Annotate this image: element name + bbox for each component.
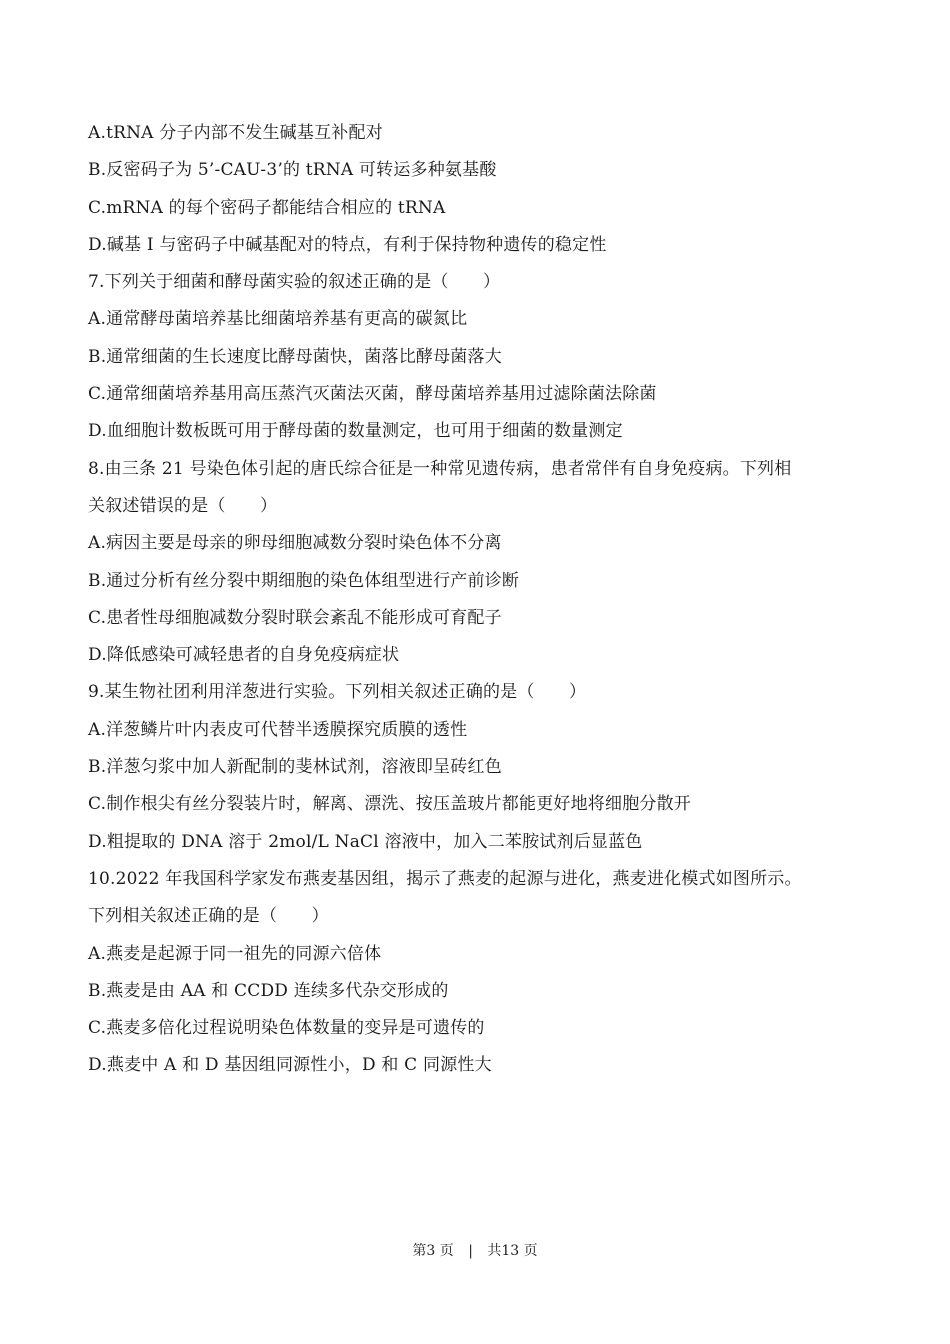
option-9d: D.粗提取的 DNA 溶于 2mol/L NaCl 溶液中，加入二苯胺试剂后显蓝色: [88, 831, 643, 852]
page-body: [88, 115, 888, 1085]
option-10b: B.燕麦是由 AA 和 CCDD 连续多代杂交形成的: [88, 980, 449, 1001]
option-8a: A.病因主要是母亲的卵母细胞减数分裂时染色体不分离: [88, 533, 502, 554]
page-footer: [0, 1240, 950, 1260]
question-10: 10.2022 年我国科学家发布燕麦基因组，揭示了燕麦的起源与进化，燕麦进化模式如图所示。: [88, 868, 802, 889]
page-total: 共13 页: [487, 1243, 538, 1259]
option-9a: A.洋葱鳞片叶内表皮可代替半透膜探究质膜的透性: [88, 719, 468, 740]
option-8c: C.患者性母细胞减数分裂时联会紊乱不能形成可育配子: [88, 607, 502, 628]
option-10a: A.燕麦是起源于同一祖先的同源六倍体: [88, 943, 382, 964]
option-10d: D.燕麦中 A 和 D 基因组同源性小，D 和 C 同源性大: [88, 1055, 492, 1076]
option-6c: C.mRNA 的每个密码子都能结合相应的 tRNA: [88, 197, 446, 218]
option-7c: C.通常细菌培养基用高压蒸汽灭菌法灭菌，酵母菌培养基用过滤除菌法除菌: [88, 384, 657, 405]
option-7a: A.通常酵母菌培养基比细菌培养基有更高的碳氮比: [88, 309, 468, 330]
question-7: 7.下列关于细菌和酵母菌实验的叙述正确的是（ ）: [88, 272, 501, 293]
option-6a: A.tRNA 分子内部不发生碱基互补配对: [88, 123, 383, 143]
question-9: 9.某生物社团利用洋葱进行实验。下列相关叙述正确的是（ ）: [88, 682, 587, 703]
page-number: 第3 页: [412, 1243, 454, 1259]
option-9c: C.制作根尖有丝分裂装片时，解离、漂洗、按压盖玻片都能更好地将细胞分散开: [88, 794, 692, 815]
question-10-cont: 下列相关叙述正确的是（ ）: [88, 906, 329, 927]
option-9b: B.洋葱匀浆中加人新配制的斐林试剂，溶液即呈砖红色: [88, 757, 502, 778]
option-8d: D.降低感染可减轻患者的自身免疫病症状: [88, 645, 400, 666]
question-8-cont: 关叙述错误的是（ ）: [88, 495, 278, 516]
question-8: 8.由三条 21 号染色体引起的唐氏综合征是一种常见遗传病，患者常伴有自身免疫病。下列相: [88, 458, 792, 479]
option-7b: B.通常细菌的生长速度比酵母菌快，菌落比酵母菌落大: [88, 346, 502, 367]
option-8b: B.通过分析有丝分裂中期细胞的染色体组型进行产前诊断: [88, 570, 520, 591]
footer-separator: |: [468, 1243, 473, 1259]
option-7d: D.血细胞计数板既可用于酵母菌的数量测定，也可用于细菌的数量测定: [88, 421, 623, 442]
option-6b: B.反密码子为 5’-CAU-3’的 tRNA 可转运多种氨基酸: [88, 160, 497, 181]
option-10c: C.燕麦多倍化过程说明染色体数量的变异是可遗传的: [88, 1018, 485, 1039]
option-6d: D.碱基 I 与密码子中碱基配对的特点，有利于保持物种遗传的稳定性: [88, 234, 607, 255]
